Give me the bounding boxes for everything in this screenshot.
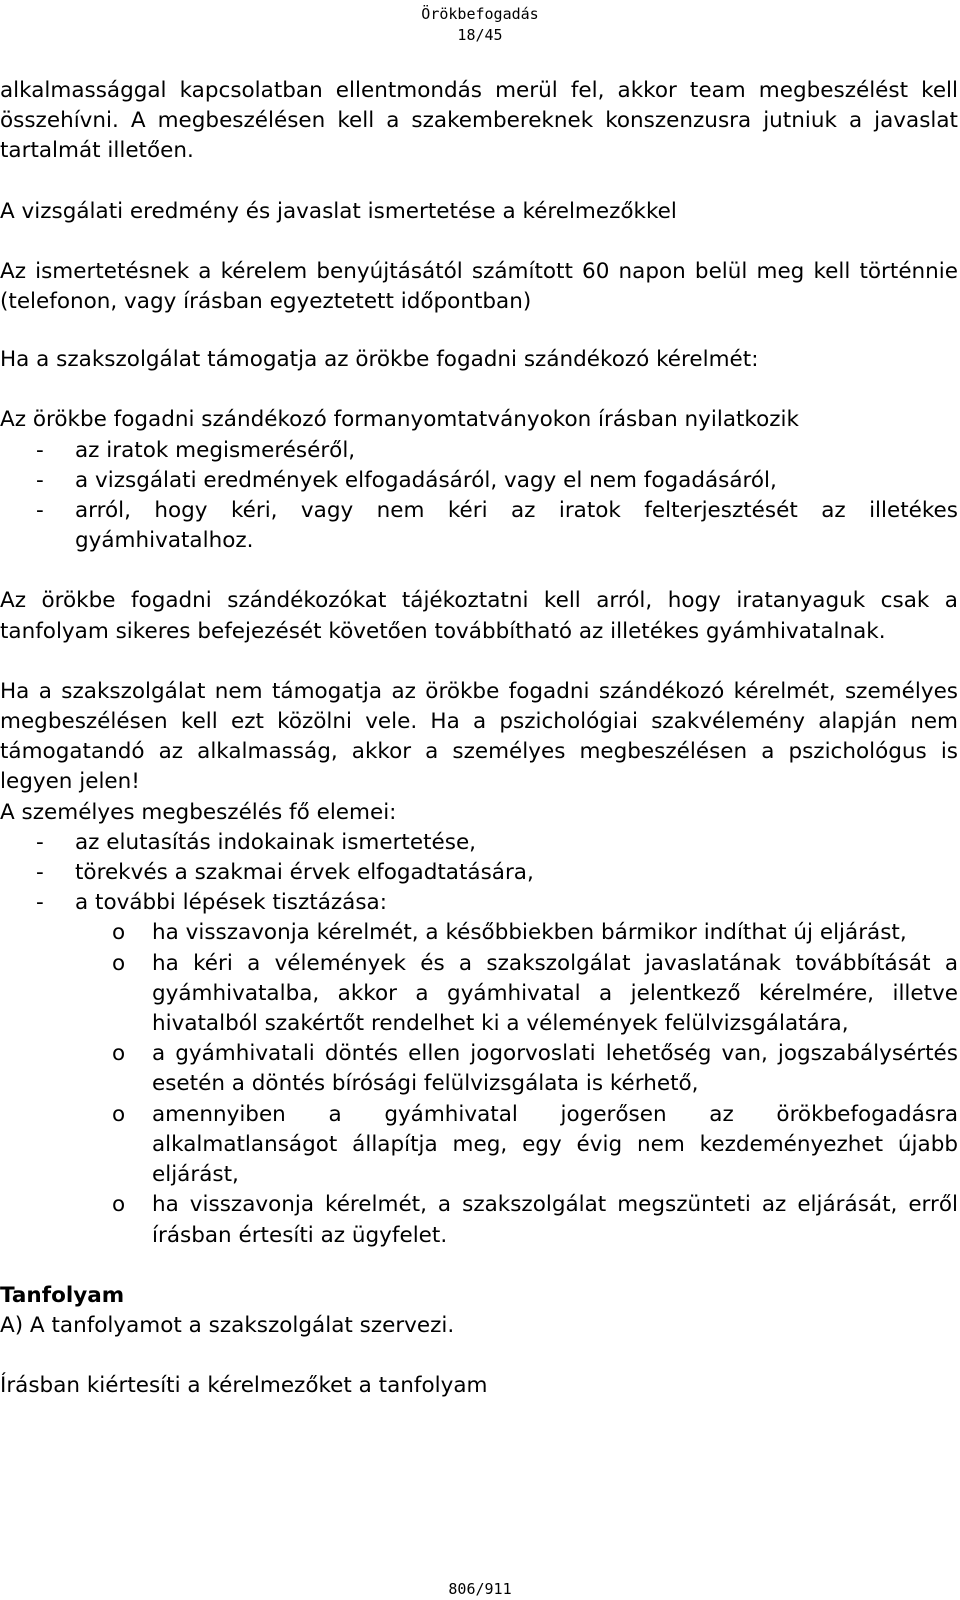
section-heading-tanfolyam: Tanfolyam (0, 1282, 125, 1308)
page-number: 806/911 (448, 1580, 512, 1598)
paragraph-support: Ha a szakszolgálat támogatja az örökbe fogadni szándékozó kérelmét: (0, 347, 759, 373)
document-body (0, 76, 958, 1401)
section-heading-ismertetes: A vizsgálati eredmény és javaslat ismertetése a kérelmezőkkel (0, 198, 677, 224)
list-item: - az elutasítás indokainak ismertetése, (0, 828, 958, 858)
paragraph-meeting-elements: A személyes megbeszélés fő elemei: (0, 799, 397, 825)
list-item: o ha kéri a vélemények és a szakszolgálat javaslatának továbbítását a gyámhivatalba, akkor a gyámhivatal a jelentkező kérelmére, illetve hivatalból szakértőt rendelhet ki a vélemények felülvizsgálatára, (0, 949, 958, 1040)
page-footer (0, 1580, 960, 1598)
document-title: Örökbefogadás (421, 5, 539, 23)
next-steps-list (0, 918, 958, 1250)
list-item: - a vizsgálati eredmények elfogadásáról, vagy el nem fogadásáról, (0, 466, 958, 496)
page-counter: 18/45 (457, 26, 503, 44)
paragraph-rejection: Ha a szakszolgálat nem támogatja az örökbe fogadni szándékozó kérelmét, személyes megbeszélésen kell ezt közölni vele. Ha a pszichológiai szakvélemény alapján nem támogatandó az alkalmasság, akkor a személyes megbeszélésen a pszichológus is legyen jelen! (0, 678, 958, 795)
paragraph-course-info: Az örökbe fogadni szándékozókat tájékoztatni kell arról, hogy iratanyaguk csak a tanfolyam sikeres befejezését követően továbbítható az illetékes gyámhivatalnak. (0, 588, 958, 644)
paragraph-course-organizer: A) A tanfolyamot a szakszolgálat szervezi. (0, 1312, 455, 1338)
list-item: o amennyiben a gyámhivatal jogerősen az örökbefogadásra alkalmatlanságot állapítja meg, egy évig nem kezdeményezhet újabb eljárást, (0, 1100, 958, 1191)
list-item: o a gyámhivatali döntés ellen jogorvoslati lehetőség van, jogszabálysértés esetén a döntés bírósági felülvizsgálata is kérhető, (0, 1039, 958, 1099)
list-item: o ha visszavonja kérelmét, a szakszolgálat megszünteti az eljárását, erről írásban értesíti az ügyfelet. (0, 1190, 958, 1250)
paragraph-deadline: Az ismertetésnek a kérelem benyújtásától számított 60 napon belül meg kell történnie (telefonon, vagy írásban egyeztetett időpontban) (0, 258, 958, 315)
paragraph-declaration: Az örökbe fogadni szándékozó formanyomtatványokon írásban nyilatkozik (0, 407, 799, 433)
list-item: o ha visszavonja kérelmét, a későbbiekben bármikor indíthat új eljárást, (0, 918, 958, 948)
paragraph-intro: alkalmassággal kapcsolatban ellentmondás merül fel, akkor team megbeszélést kell összehívni. A megbeszélésen kell a szakembereknek konszenzusra jutniuk a javaslat tartalmát illetően. (0, 78, 958, 164)
paragraph-course-notice: Írásban kiértesíti a kérelmezőket a tanfolyam (0, 1373, 488, 1399)
declaration-list (0, 436, 958, 557)
page-header (0, 4, 960, 46)
list-item: - az iratok megismeréséről, (0, 436, 958, 466)
list-item: - arról, hogy kéri, vagy nem kéri az iratok felterjesztését az illetékes gyámhivatalhoz. (0, 496, 958, 556)
list-item: - törekvés a szakmai érvek elfogadtatására, (0, 858, 958, 888)
meeting-elements-list (0, 828, 958, 919)
list-item: - a további lépések tisztázása: (0, 888, 958, 918)
